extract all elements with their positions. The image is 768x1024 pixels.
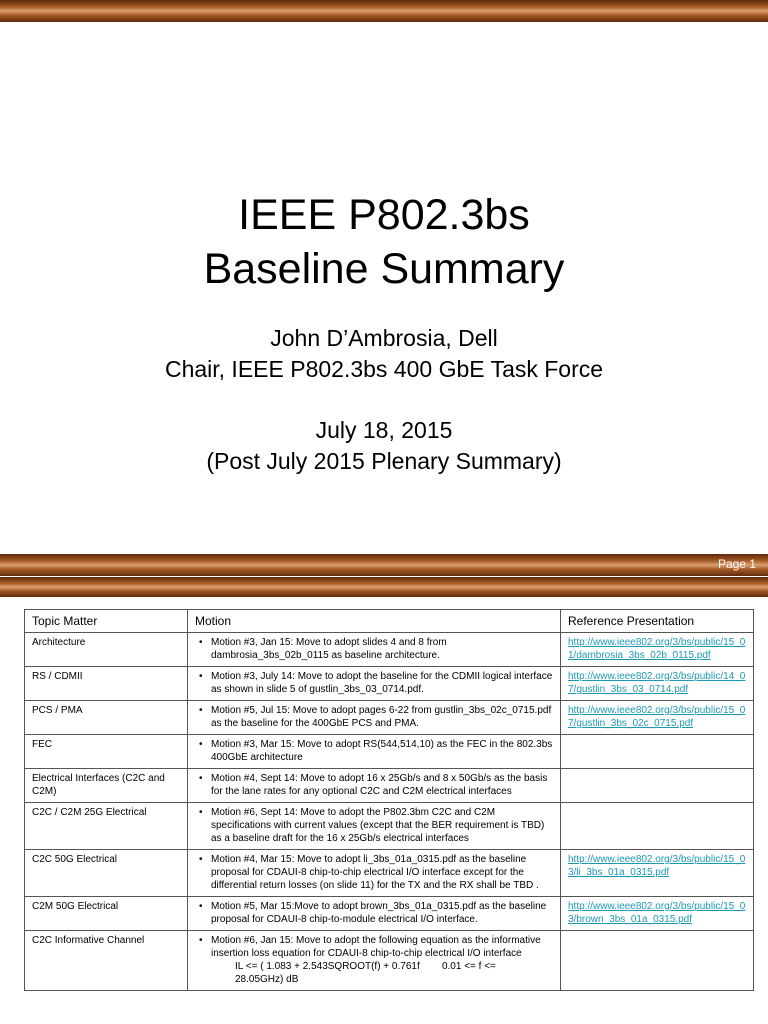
author-name: John D’Ambrosia, Dell bbox=[270, 325, 498, 351]
motion-cell bbox=[188, 735, 561, 769]
reference-cell bbox=[561, 803, 754, 850]
page-number: Page 1 bbox=[717, 557, 756, 571]
reference-cell bbox=[561, 667, 754, 701]
topic-cell: Architecture bbox=[25, 633, 188, 667]
motion-item: • Motion #5, Jul 15: Move to adopt pages 6-22 from gustlin_3bs_02c_0715.pdf as the baseline for the 400GbE PCS and PMA. bbox=[211, 704, 553, 730]
table-row bbox=[25, 897, 754, 931]
reference-cell bbox=[561, 850, 754, 897]
header-topic: Topic Matter bbox=[25, 610, 188, 633]
table-row bbox=[25, 701, 754, 735]
reference-link[interactable]: http://www.ieee802.org/3/bs/public/15_03/brown_3bs_01a_0315.pdf bbox=[568, 901, 746, 925]
topic-cell: Electrical Interfaces (C2C and C2M) bbox=[25, 769, 188, 803]
motion-item: • Motion #4, Sept 14: Move to adopt 16 x 25Gb/s and 8 x 50Gb/s as the basis for the lane rates for any optional C2C and C2M electrical interfaces bbox=[211, 772, 553, 798]
insertion-loss-formula: IL <= ( 1.083 + 2.543SQROOT(f) + 0.761f 0.01 <= f <= 28.05GHz) dB bbox=[235, 961, 496, 985]
next-slide-top-bar bbox=[0, 577, 768, 597]
motion-item: • Motion #4, Mar 15: Move to adopt li_3bs_01a_0315.pdf as the baseline proposal for CDAUI-8 chip-to-chip electrical I/O interface except for the differential return losses (on slide 11) for the TX and the RX shall be TBD . bbox=[211, 853, 553, 892]
topic-cell: C2C 50G Electrical bbox=[25, 850, 188, 897]
reference-cell bbox=[561, 897, 754, 931]
motion-cell bbox=[188, 701, 561, 735]
motion-cell bbox=[188, 931, 561, 991]
title-line-1: IEEE P802.3bs bbox=[238, 191, 530, 239]
motion-item: • Motion #5, Mar 15:Move to adopt brown_3bs_01a_0315.pdf as the baseline proposal for CDAUI-8 chip-to-module electrical I/O interface. bbox=[211, 900, 553, 926]
table-row bbox=[25, 769, 754, 803]
reference-cell bbox=[561, 735, 754, 769]
reference-cell bbox=[561, 931, 754, 991]
motion-cell bbox=[188, 633, 561, 667]
reference-link[interactable]: http://www.ieee802.org/3/bs/public/15_01/dambrosia_3bs_02b_0115.pdf bbox=[568, 637, 746, 661]
header-reference: Reference Presentation bbox=[561, 610, 754, 633]
table-row bbox=[25, 850, 754, 897]
presentation-date: July 18, 2015 bbox=[315, 417, 453, 443]
motion-item: • Motion #3, Mar 15: Move to adopt RS(544,514,10) as the FEC in the 802.3bs 400GbE architecture bbox=[211, 738, 553, 764]
title-line-2: Baseline Summary bbox=[203, 245, 565, 293]
baseline-table bbox=[24, 609, 754, 991]
slide-title bbox=[0, 188, 768, 296]
topic-cell: PCS / PMA bbox=[25, 701, 188, 735]
top-decorative-bar bbox=[0, 0, 768, 22]
motion-item bbox=[211, 934, 553, 986]
topic-cell: C2C / C2M 25G Electrical bbox=[25, 803, 188, 850]
table-row bbox=[25, 633, 754, 667]
header-motion: Motion bbox=[188, 610, 561, 633]
motion-cell bbox=[188, 850, 561, 897]
reference-cell bbox=[561, 701, 754, 735]
reference-cell bbox=[561, 633, 754, 667]
topic-cell: RS / CDMII bbox=[25, 667, 188, 701]
motion-cell bbox=[188, 803, 561, 850]
table-row bbox=[25, 931, 754, 991]
reference-link[interactable]: http://www.ieee802.org/3/bs/public/15_07/gustlin_3bs_02c_0715.pdf bbox=[568, 705, 746, 729]
author-role: Chair, IEEE P802.3bs 400 GbE Task Force bbox=[164, 356, 604, 382]
topic-cell: C2C Informative Channel bbox=[25, 931, 188, 991]
motion-cell bbox=[188, 769, 561, 803]
reference-cell bbox=[561, 769, 754, 803]
motion-item: • Motion #3, Jan 15: Move to adopt slides 4 and 8 from dambrosia_3bs_02b_0115 as baseline architecture. bbox=[211, 636, 553, 662]
reference-link[interactable]: http://www.ieee802.org/3/bs/public/14_07/gustlin_3bs_03_0714.pdf bbox=[568, 671, 746, 695]
bottom-decorative-bar bbox=[0, 554, 768, 576]
table-row bbox=[25, 735, 754, 769]
date-block bbox=[0, 415, 768, 477]
table-header-row bbox=[25, 610, 754, 633]
baseline-table-container bbox=[24, 609, 753, 991]
author-block bbox=[0, 323, 768, 385]
table-row bbox=[25, 803, 754, 850]
motion-cell bbox=[188, 897, 561, 931]
presentation-note: (Post July 2015 Plenary Summary) bbox=[206, 448, 562, 474]
table-row bbox=[25, 667, 754, 701]
motion-item: • Motion #3, July 14: Move to adopt the baseline for the CDMII logical interface as shown in slide 5 of gustlin_3bs_03_0714.pdf. bbox=[211, 670, 553, 696]
reference-link[interactable]: http://www.ieee802.org/3/bs/public/15_03/li_3bs_01a_0315.pdf bbox=[568, 854, 746, 878]
topic-cell: FEC bbox=[25, 735, 188, 769]
motion-cell bbox=[188, 667, 561, 701]
motion-item: • Motion #6, Sept 14: Move to adopt the P802.3bm C2C and C2M specifications with current values (except that the BER requirement is TBD) as a baseline draft for the 16 x 25Gb/s electrical interfaces bbox=[211, 806, 553, 845]
topic-cell: C2M 50G Electrical bbox=[25, 897, 188, 931]
motion-text: Motion #6, Jan 15: Move to adopt the following equation as the informative insertion loss equation for CDAUI-8 chip-to-chip electrical I/O interface bbox=[211, 935, 541, 959]
